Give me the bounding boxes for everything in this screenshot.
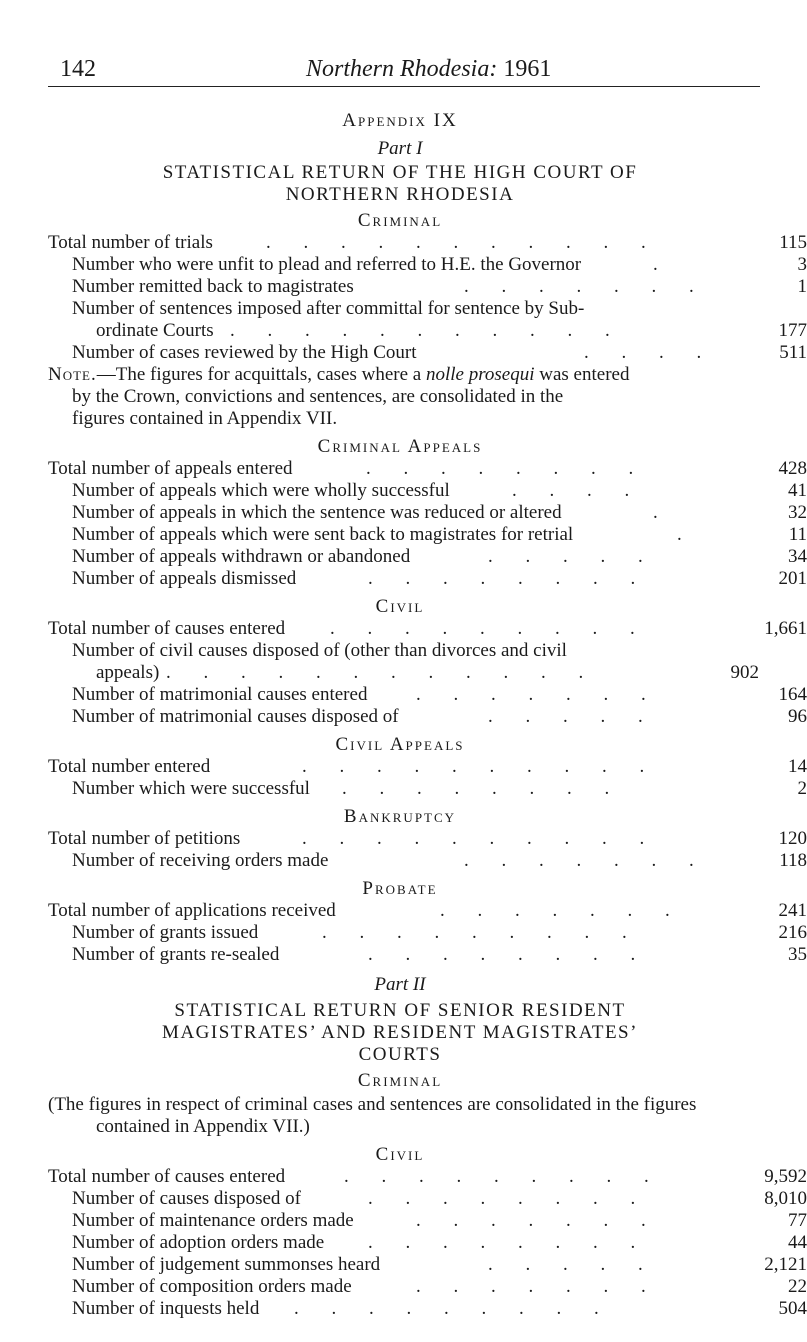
part2-title-line1: STATISTICAL RETURN OF SENIOR RESIDENT [174,1000,626,1021]
note-line2: by the Crown, convictions and sentences, are consolidated in the [72,386,564,407]
civil-appeals-heading: Civil Appeals [335,734,465,755]
criminal-heading: Criminal [357,210,443,231]
bankruptcy-heading: Bankruptcy [343,806,457,827]
header-rule [48,86,760,87]
civil-heading: Civil [375,596,425,617]
note-line3: figures contained in Appendix VII. [72,408,338,429]
part2-criminal-heading: Criminal [357,1070,443,1091]
note-line1: Note.—The figures for acquittals, cases where a nolle prosequi was entered [48,364,630,385]
part2-criminal-text-line1: (The figures in respect of criminal cases and sentences are consolidated in the figures [48,1094,697,1115]
appendix-title: Appendix IX [342,110,458,131]
part2-civil-heading: Civil [375,1144,425,1165]
criminal-appeals-heading: Criminal Appeals [317,436,483,457]
part1-label: Part I [377,138,423,159]
running-header [48,48,758,82]
running-title: Northern Rhodesia: 1961 [306,56,552,82]
part2-criminal-text-line2: contained in Appendix VII.) [96,1116,310,1137]
probate-heading: Probate [362,878,438,899]
page: 142 Northern Rhodesia: 1961 Appendix IX Part I STATISTICAL RETURN OF THE HIGH COURT OF NORTHERN RHODESIA Criminal Total number of trials . . . . . . . . . . . 115 Number who were unfit to plead and referred to H.E. the Governor . 3 Number remitted back to magistrates . . . . . . . 1 Number of sentences imposed after committal for sentence by Sub- ordinate Courts . . . . . . . . . . . 177 Number of cases reviewed by the High Court . . . . 511 Note.—The figures for acquittals, cases where a nolle prosequi was entered by the Crown, convictions and sentences, are consolidated in the figures contained in Appendix VII. Criminal Appeals Total number of appeals entered . . . . . . . . 428 Number of appeals which were wholly successful . . . . 41 Number of appeals in which the sentence was reduced or altered . 32 Number of appeals which were sent back to magistrates for retrial . 11 Number of appeals withdrawn or abandoned . . . . . 34 Number of appeals dismissed . . . . . . . . 201 Civil Total number of causes entered . . . . . . . . . 1,661 Number of civil causes disposed of (other than divorces and civil appeals) . . . . . . . . . . . . 902 Number of matrimonial causes entered . . . . . . . 164 Number of matrimonial causes disposed of . . . . . 96 Civil Appeals Total number entered . . . . . . . . . . 14 Number which were successful . . . . . . . . 2 Bankruptcy Total number of petitions . . . . . . . . . . 120 Number of receiving orders made . . . . . . . 118 Probate Total number of applications received . . . . . . . 241 Number of grants issued . . . . . . . . . 216 Number of grants re-sealed . . . . . . . . 35 Part II STATISTICAL RETURN OF SENIOR RESIDENT MAGISTRATES’ AND RESIDENT MAGISTRATES’ COURTS Criminal (The figures in respect of criminal cases and sentences are consolidated in the figures contained in Appendix VII.) Civil Total number of causes entered . . . . . . . . . 9,592 Number of causes disposed of . . . . . . . . 8,010 Number of maintenance orders made . . . . . . . 77 Number of adoption orders made . . . . . . . . 44 Number of judgement summonses heard . . . . . 2,121 Number of composition orders made . . . . . . . 22 Number of inquests held . . . . . . . . . 504 [0,0,800,1342]
part1-title-line2: NORTHERN RHODESIA [285,184,515,205]
part2-title-line3: COURTS [358,1044,442,1065]
page-number: 142 [60,56,96,82]
part1-title-line1: STATISTICAL RETURN OF THE HIGH COURT OF [162,162,638,183]
part2-label: Part II [374,974,426,995]
part2-title-line2: MAGISTRATES’ AND RESIDENT MAGISTRATES’ [162,1022,638,1043]
